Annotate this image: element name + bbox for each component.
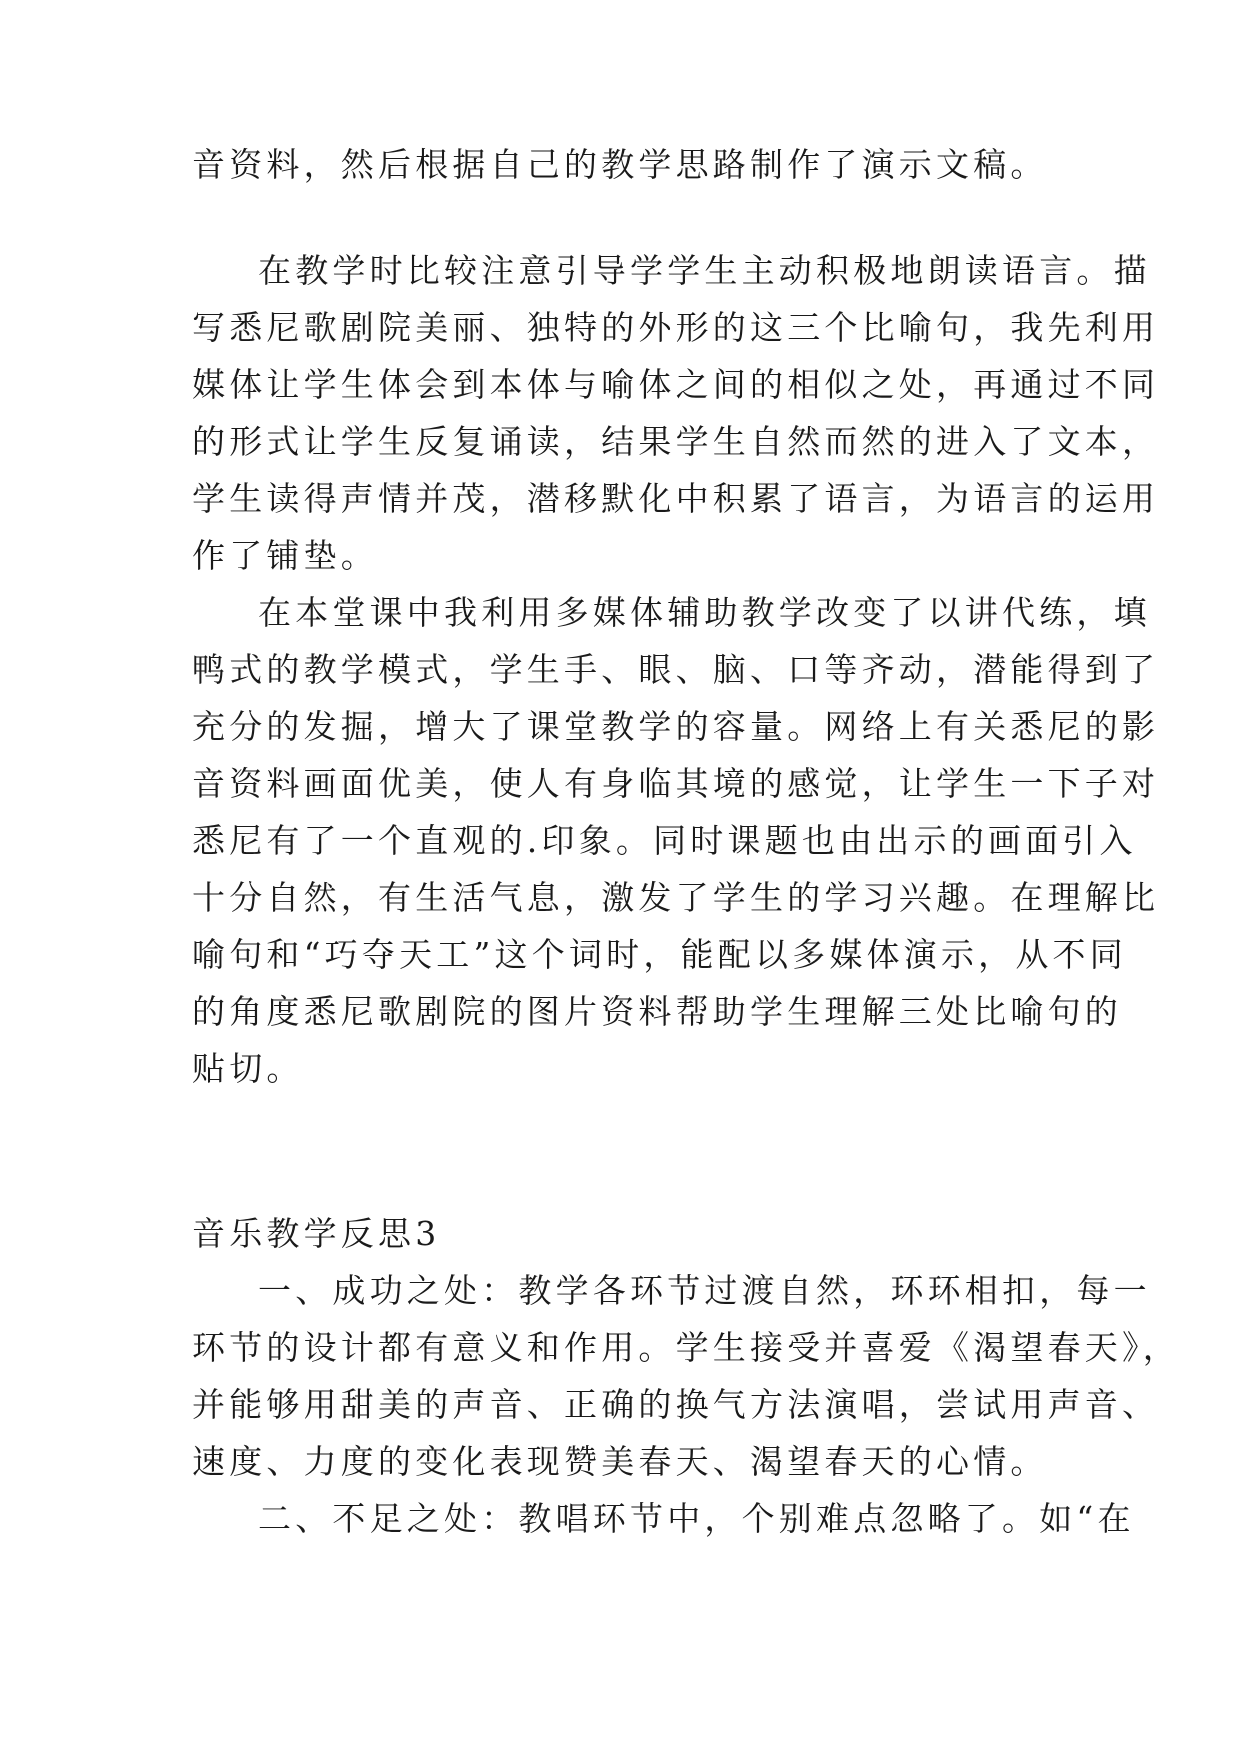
text-line: 写悉尼歌剧院美丽、独特的外形的这三个比喻句，我先利用 xyxy=(192,308,1160,347)
text-line: 速度、力度的变化表现赞美春天、渴望春天的心情。 xyxy=(192,1442,1048,1481)
text-line: 学生读得声情并茂，潜移默化中积累了语言，为语言的运用 xyxy=(192,479,1160,518)
text-line: 环节的设计都有意义和作用。学生接受并喜爱《渴望春天》， xyxy=(192,1328,1180,1367)
text-line: 鸭式的教学模式，学生手、眼、脑、口等齐动，潜能得到了 xyxy=(192,650,1160,689)
paragraph-continuation xyxy=(192,136,1062,193)
text-line: 的形式让学生反复诵读，结果学生自然而然的进入了文本， xyxy=(192,422,1160,461)
text-line: 的角度悉尼歌剧院的图片资料帮助学生理解三处比喻句的 xyxy=(192,992,1122,1031)
text-line: 音资料画面优美，使人有身临其境的感觉，让学生一下子对 xyxy=(192,764,1160,803)
paragraph-shortcoming xyxy=(192,1490,1135,1547)
text-line: 在教学时比较注意引导学学生主动积极地朗读语言。描 xyxy=(258,251,1151,290)
paragraph-reading-guidance xyxy=(192,242,1160,584)
text-line: 喻句和“巧夺天工”这个词时，能配以多媒体演示，从不同 xyxy=(192,935,1127,974)
text-line: 悉尼有了一个直观的.印象。同时课题也由出示的画面引入 xyxy=(192,821,1137,860)
text-line: 贴切。 xyxy=(192,1049,304,1088)
text-line: 媒体让学生体会到本体与喻体之间的相似之处，再通过不同 xyxy=(192,365,1160,404)
text-line: 并能够用甜美的声音、正确的换气方法演唱，尝试用声音、 xyxy=(192,1385,1160,1424)
text-line: 在本堂课中我利用多媒体辅助教学改变了以讲代练，填 xyxy=(258,593,1151,632)
text-line: 作了铺垫。 xyxy=(192,536,378,575)
text-line: 一、成功之处：教学各环节过渡自然，环环相扣，每一 xyxy=(258,1271,1151,1310)
section-heading xyxy=(192,1205,1062,1262)
text-line: 十分自然，有生活气息，激发了学生的学习兴趣。在理解比 xyxy=(192,878,1160,917)
paragraph-multimedia xyxy=(192,584,1160,1097)
section-title: 音乐教学反思3 xyxy=(192,1214,441,1253)
paragraph-success xyxy=(192,1262,1180,1490)
text-line: 音资料，然后根据自己的教学思路制作了演示文稿。 xyxy=(192,145,1048,184)
text-line: 二、不足之处：教唱环节中，个别难点忽略了。如“在 xyxy=(258,1499,1135,1538)
text-line: 充分的发掘，增大了课堂教学的容量。网络上有关悉尼的影 xyxy=(192,707,1160,746)
